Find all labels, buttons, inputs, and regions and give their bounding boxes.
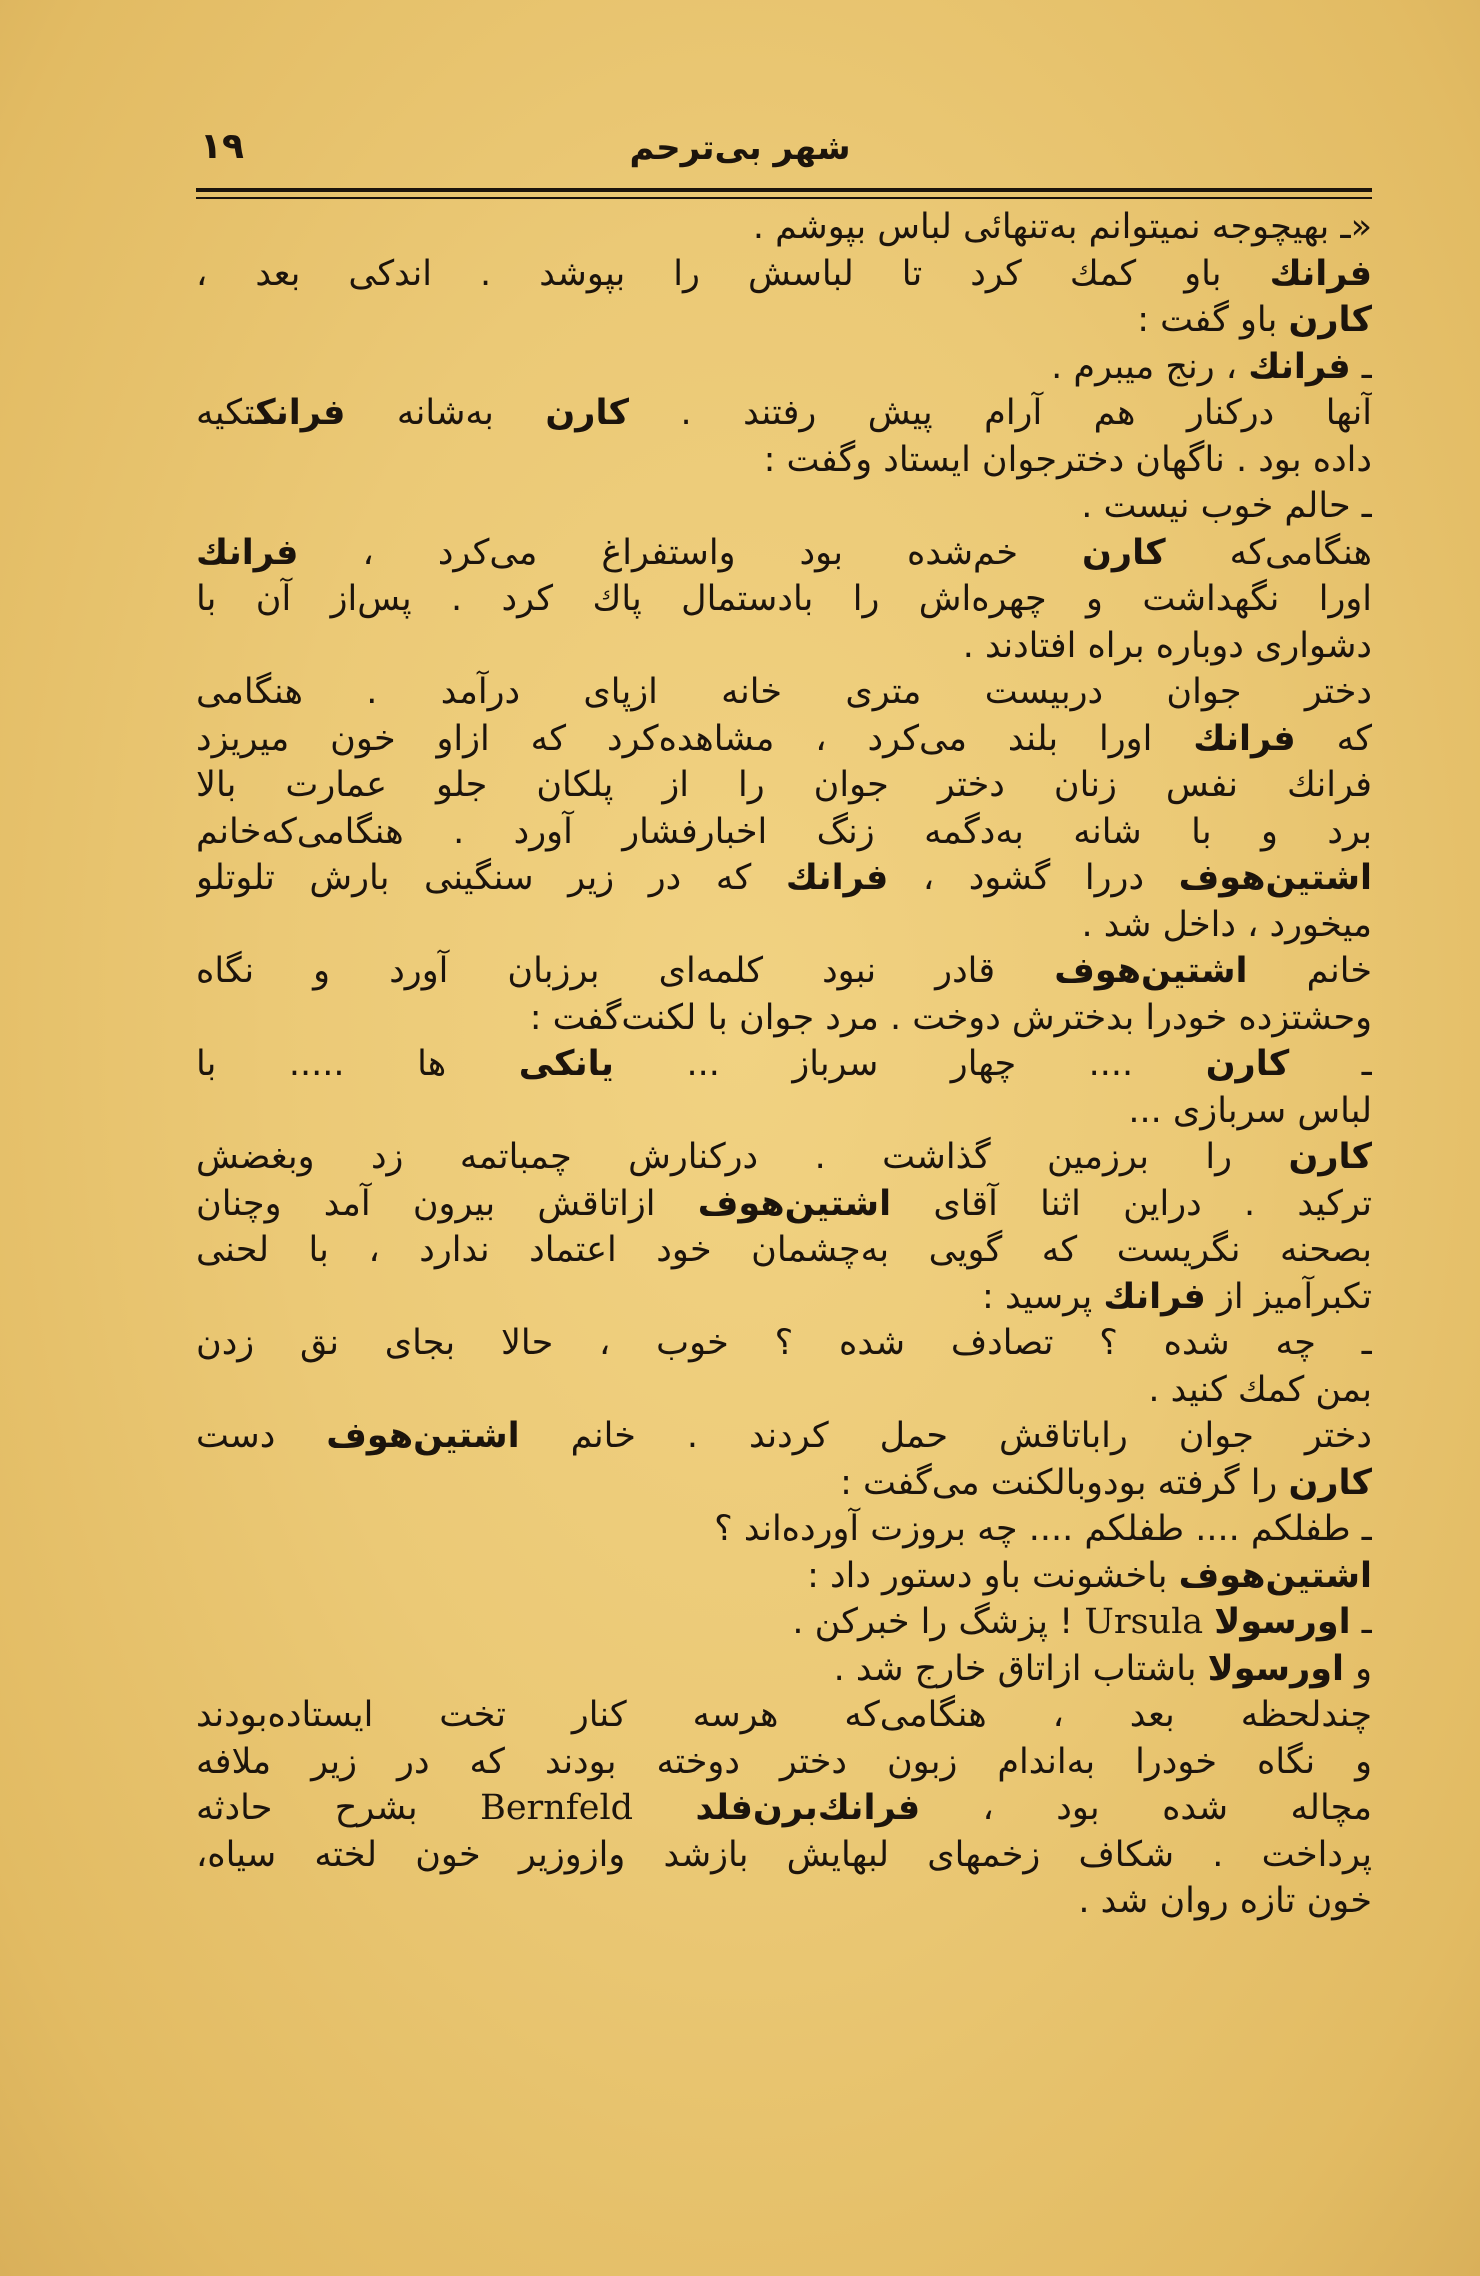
text-line [196, 1088, 1372, 1135]
text-line [196, 297, 1372, 344]
text-segment: اورا بلند می‌کرد ، مشاهده‌کرد که ازاو خون میریزد [196, 718, 1194, 759]
text-segment: .... چهار سرباز ... [613, 1044, 1206, 1084]
bold-name: فرانك [255, 393, 346, 433]
text-line [196, 437, 1372, 484]
bold-name: اورسولا [1207, 1648, 1344, 1689]
text-line [196, 530, 1372, 577]
text-segment: خانم [1247, 951, 1372, 991]
text-segment: دختر جوان راباتاقش حمل کردند . خانم [519, 1416, 1372, 1456]
bold-name: فرانك [1193, 718, 1296, 759]
text-segment: باو گفت : [1137, 300, 1289, 340]
text-line [196, 1134, 1372, 1181]
bold-name: فرانك [785, 858, 889, 898]
text-segment: و نگاه خودرا به‌اندام زبون دختر دوخته بودند که در زیر ملافه [196, 1741, 1372, 1782]
text-line [196, 1832, 1372, 1879]
bold-name: کارن [1205, 1044, 1290, 1084]
text-segment: پرداخت . شکاف زخمهای لبهایش بازشد وازوزیر خون لخته سیاه، [196, 1834, 1372, 1875]
text-segment: آنها درکنار هم آرام پیش رفتند . [628, 393, 1372, 433]
header-rule-thick [196, 188, 1372, 192]
text-line [196, 390, 1372, 437]
bold-name: کارن [545, 393, 629, 433]
bold-name: اورسولا [1214, 1602, 1351, 1642]
text-line [196, 1553, 1372, 1600]
text-segment: برد و با شانه به‌دگمه زنگ اخبارفشار آورد . هنگامی‌که‌خانم [196, 811, 1372, 852]
text-line [196, 204, 1372, 251]
text-segment: پرسید : [982, 1276, 1104, 1317]
text-segment: «ـ بهیچوجه نمیتوانم به‌تنهائی لباس بپوشم . [752, 207, 1372, 247]
text-segment: لباس سربازی ... [1128, 1090, 1372, 1131]
bold-name: فرانك‌برن‌فلد [695, 1788, 921, 1828]
bold-name: کارن [1288, 1137, 1372, 1177]
latin-term: Ursula [1084, 1602, 1204, 1642]
bold-name: اشتین‌هوف [697, 1183, 892, 1224]
body-text [196, 204, 1372, 1925]
text-segment: که در زیر سنگینی بارش تلوتلو [196, 858, 786, 898]
text-line [196, 1599, 1372, 1646]
text-segment: قادر نبود کلمه‌ای برزبان آورد و نگاه [196, 951, 1055, 991]
text-segment [1203, 1602, 1214, 1642]
text-line [196, 762, 1372, 809]
text-segment: بمن کمك کنید . [1148, 1369, 1372, 1410]
text-segment: مچاله شده بود ، [920, 1788, 1372, 1828]
text-line [196, 251, 1372, 298]
bold-name: فرانك [1103, 1276, 1206, 1317]
text-segment: بصحنه نگریست که گویی به‌چشمان خود اعتماد ندارد ، با لحنی [196, 1230, 1372, 1270]
text-segment: تکبرآمیز از [1205, 1276, 1372, 1317]
text-line [196, 855, 1372, 902]
text-line [196, 1274, 1372, 1321]
text-line [196, 1878, 1372, 1925]
bold-name: کارن [1288, 300, 1372, 340]
text-segment: دختر جوان دربیست متری خانه ازپای درآمد . هنگامی [196, 672, 1372, 712]
text-segment: هنگامی‌که [1165, 532, 1372, 573]
text-segment: را برزمین گذاشت . درکنارش چمباتمه زد وبغضش [196, 1137, 1289, 1177]
bold-name: کارن [1082, 532, 1166, 573]
text-line [196, 948, 1372, 995]
text-segment: به‌شانه [345, 393, 546, 433]
text-line [196, 669, 1372, 716]
text-line [196, 1692, 1372, 1739]
running-title: شهر بی‌ترحم [629, 128, 851, 168]
text-line [196, 995, 1372, 1042]
text-segment: اورا نگهداشت و چهره‌اش را بادستمال پاك کرد . پس‌از آن با [196, 579, 1372, 619]
text-segment: و [1343, 1648, 1372, 1689]
text-line [196, 576, 1372, 623]
text-segment: باو کمك کرد تا لباسش را بپوشد . اندکی بعد ، [196, 253, 1270, 294]
text-segment: چندلحظه بعد ، هنگامی‌که هرسه کنار تخت ایستاده‌بودند [196, 1695, 1372, 1735]
text-segment: ها ..... با [196, 1044, 519, 1084]
text-line [196, 344, 1372, 391]
text-segment: دشواری دوباره براه افتادند . [962, 625, 1372, 666]
text-line [196, 1739, 1372, 1786]
text-segment: که [1295, 718, 1372, 759]
text-segment: ، رنج میبرم . [1051, 346, 1249, 387]
text-segment: وحشتزده خودرا بدخترش دوخت . مرد جوان با لکنت‌گفت : [529, 997, 1372, 1038]
bold-name: یانکی [518, 1044, 614, 1084]
text-line [196, 1181, 1372, 1228]
text-segment: باخشونت باو دستور داد : [807, 1555, 1179, 1596]
text-line [196, 1041, 1372, 1088]
text-line [196, 1367, 1372, 1414]
bold-name: اشتین‌هوف [1178, 858, 1372, 898]
text-line [196, 1646, 1372, 1693]
text-segment: ترکید . دراین اثنا آقای [891, 1183, 1372, 1224]
text-line [196, 623, 1372, 670]
text-segment: ازاتاقش بیرون آمد وچنان [196, 1183, 698, 1224]
text-line [196, 809, 1372, 856]
text-line [196, 1320, 1372, 1367]
text-segment [633, 1788, 695, 1828]
bold-name: اشتین‌هوف [326, 1416, 520, 1456]
text-line [196, 1413, 1372, 1460]
text-line [196, 1227, 1372, 1274]
text-segment: بشرح حادثه [196, 1788, 481, 1828]
text-segment: ـ [1350, 1602, 1372, 1642]
bold-name: اشتین‌هوف [1054, 951, 1248, 991]
latin-term: Bernfeld [480, 1788, 634, 1828]
text-segment: ـ [1289, 1044, 1372, 1084]
text-segment: ! پزشگ را خبرکن . [792, 1602, 1085, 1642]
text-segment: ـ طفلکم .... طفلکم .... چه بروزت آورده‌اند ؟ [714, 1509, 1372, 1549]
bold-name: فرانك [196, 532, 299, 573]
bold-name: فرانك [1269, 253, 1372, 294]
bold-name: اشتین‌هوف [1178, 1555, 1372, 1596]
text-segment: ـ [1350, 346, 1372, 387]
text-line [196, 902, 1372, 949]
text-segment: باشتاب ازاتاق خارج شد . [833, 1648, 1208, 1689]
bold-name: کارن [1288, 1462, 1372, 1503]
text-segment: داده بود . ناگهان دخترجوان ایستاد وگفت : [763, 439, 1372, 480]
text-segment: فرانك نفس زنان دختر جوان را از پلکان جلو عمارت بالا [196, 765, 1372, 805]
text-segment: میخورد ، داخل شد . [1081, 904, 1372, 945]
text-segment: دررا گشود ، [888, 858, 1179, 898]
bold-name: فرانك [1248, 346, 1351, 387]
text-segment: دست [196, 1416, 327, 1456]
text-segment: تکیه [196, 393, 256, 433]
header-rule-thin [196, 197, 1372, 199]
text-line [196, 716, 1372, 763]
text-line [196, 1506, 1372, 1553]
text-segment: خون تازه روان شد . [1078, 1881, 1372, 1921]
text-segment: خم‌شده بود واستفراغ می‌کرد ، [298, 532, 1083, 573]
text-line [196, 483, 1372, 530]
text-segment: را گرفته بودوبالکنت می‌گفت : [840, 1462, 1289, 1503]
text-segment: ـ چه شده ؟ تصادف شده ؟ خوب ، حالا بجای نق زدن [196, 1323, 1372, 1363]
text-segment: ـ حالم خوب نیست . [1081, 486, 1372, 526]
text-line [196, 1785, 1372, 1832]
text-line [196, 1460, 1372, 1507]
page-number: ١٩ [200, 126, 244, 167]
